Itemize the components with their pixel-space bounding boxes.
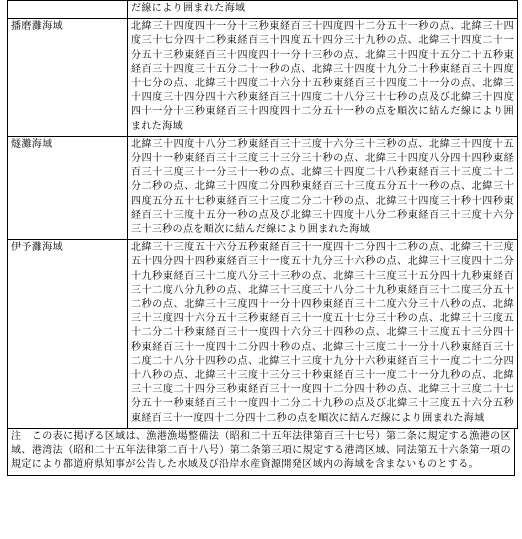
table-row bbox=[8, 136, 518, 239]
continuation-name-cell bbox=[8, 1, 128, 19]
area-description: 北緯三十四度四十一分十三秒東経百三十四度四十二分五十一秒の点、北緯三十四度三十七分四十二秒東経百三十四度五十四分三十九秒の点、北緯三十四度二十一分五十三秒東経百三十四度四十一分十三秒の点、北緯三十四度十五分二十五秒東経百三十四度三十五分二十一秒の点、北緯三十四度十九分二十秒東経百三十四度十七分の点、北緯三十四度二十六分十五秒東経百三十四度二十一分の点、北緯三十四度三十四分四十六秒東経百三十四度二十八分三十七秒の点及び北緯三十四度四十一分十三秒東経百三十四度四十二分五十一秒の点を順次に結んだ線により囲まれた海域 bbox=[128, 19, 518, 137]
area-name: 播磨灘海域 bbox=[8, 19, 128, 137]
table-row bbox=[8, 240, 518, 429]
area-description: 北緯三十四度十八分二秒東経百三十三度十六分三十三秒の点、北緯三十四度十五分四十一秒東経百三十三度三十三分三十秒の点、北緯三十四度八分四十四秒東経百三十三度三十一分三十一秒の点、北緯三十四度二十八秒東経百三十三度二十二分二秒の点、北緯三十四度二分四秒東経百三十三度五分五十一秒の点、北緯三十四度五分五十七秒東経百三十三度二分二十秒の点、北緯三十四度三十秒十四秒東経百三十三度十五分一秒の点及び北緯三十四度十八分二秒東経百三十三度十六分三十三秒の点を順次に結んだ線により囲まれた海域 bbox=[128, 136, 518, 239]
continuation-row bbox=[8, 1, 518, 19]
area-name: 燧灘海域 bbox=[8, 136, 128, 239]
area-description: 北緯三十三度五十六分五秒東経百三十一度四十二分四十二秒の点、北緯三十三度五十四分四十四秒東経百三十一度五十九分三十六秒の点、北緯三十三度四十二分十九秒東経百三十二度八分三十三秒の点、北緯三十三度三十五分四十九秒東経百三十二度八分九秒の点、北緯三十三度三十八分二十九秒東経百三十二度三分五十二秒の点、北緯三十三度四十一分十四秒東経百三十二度六分三十八秒の点、北緯三十三度四十六分五十三秒東経百三十一度五十七分三十秒の点、北緯三十三度五十二分二十秒東経百三十一度四十六分三十四秒の点、北緯三十三度五十三分四十秒東経百三十一度四十二分四十秒の点、北緯三十三度二十一分十八秒東経百三十二度二十八分十四秒の点、北緯三十三度十九分十六秒東経百三十一度二十二分四十八秒の点、北緯三十三度十三分三十秒東経百三十一度二十一分九秒の点、北緯三十三度二十四分三秒東経百三十一度四十二分四十秒の点、北緯三十三度二十七分五十一秒東経百三十一度四十二分二十九秒の点及び北緯三十三度五十六分五秒東経百三十一度四十二分四十二秒の点を順次に結んだ線により囲まれた海域 bbox=[128, 240, 518, 429]
continuation-text: だ線により囲まれた海域 bbox=[128, 1, 518, 19]
area-name: 伊予灘海域 bbox=[8, 240, 128, 429]
table-row bbox=[8, 19, 518, 137]
sea-area-table bbox=[7, 0, 518, 429]
table-footnote: 注 この表に掲げる区域は、漁港漁場整備法（昭和二十五年法律第百三十七号）第二条に規定する漁港の区域、港湾法（昭和二十五年法律第二百十八号）第二条第三項に規定する港湾区域、同法第五十六条第一項の規定により都道府県知事が公告した水域及び沿岸水産資源開発区域内の海域を含まないものとする。 bbox=[7, 429, 515, 476]
document-page bbox=[7, 0, 515, 476]
